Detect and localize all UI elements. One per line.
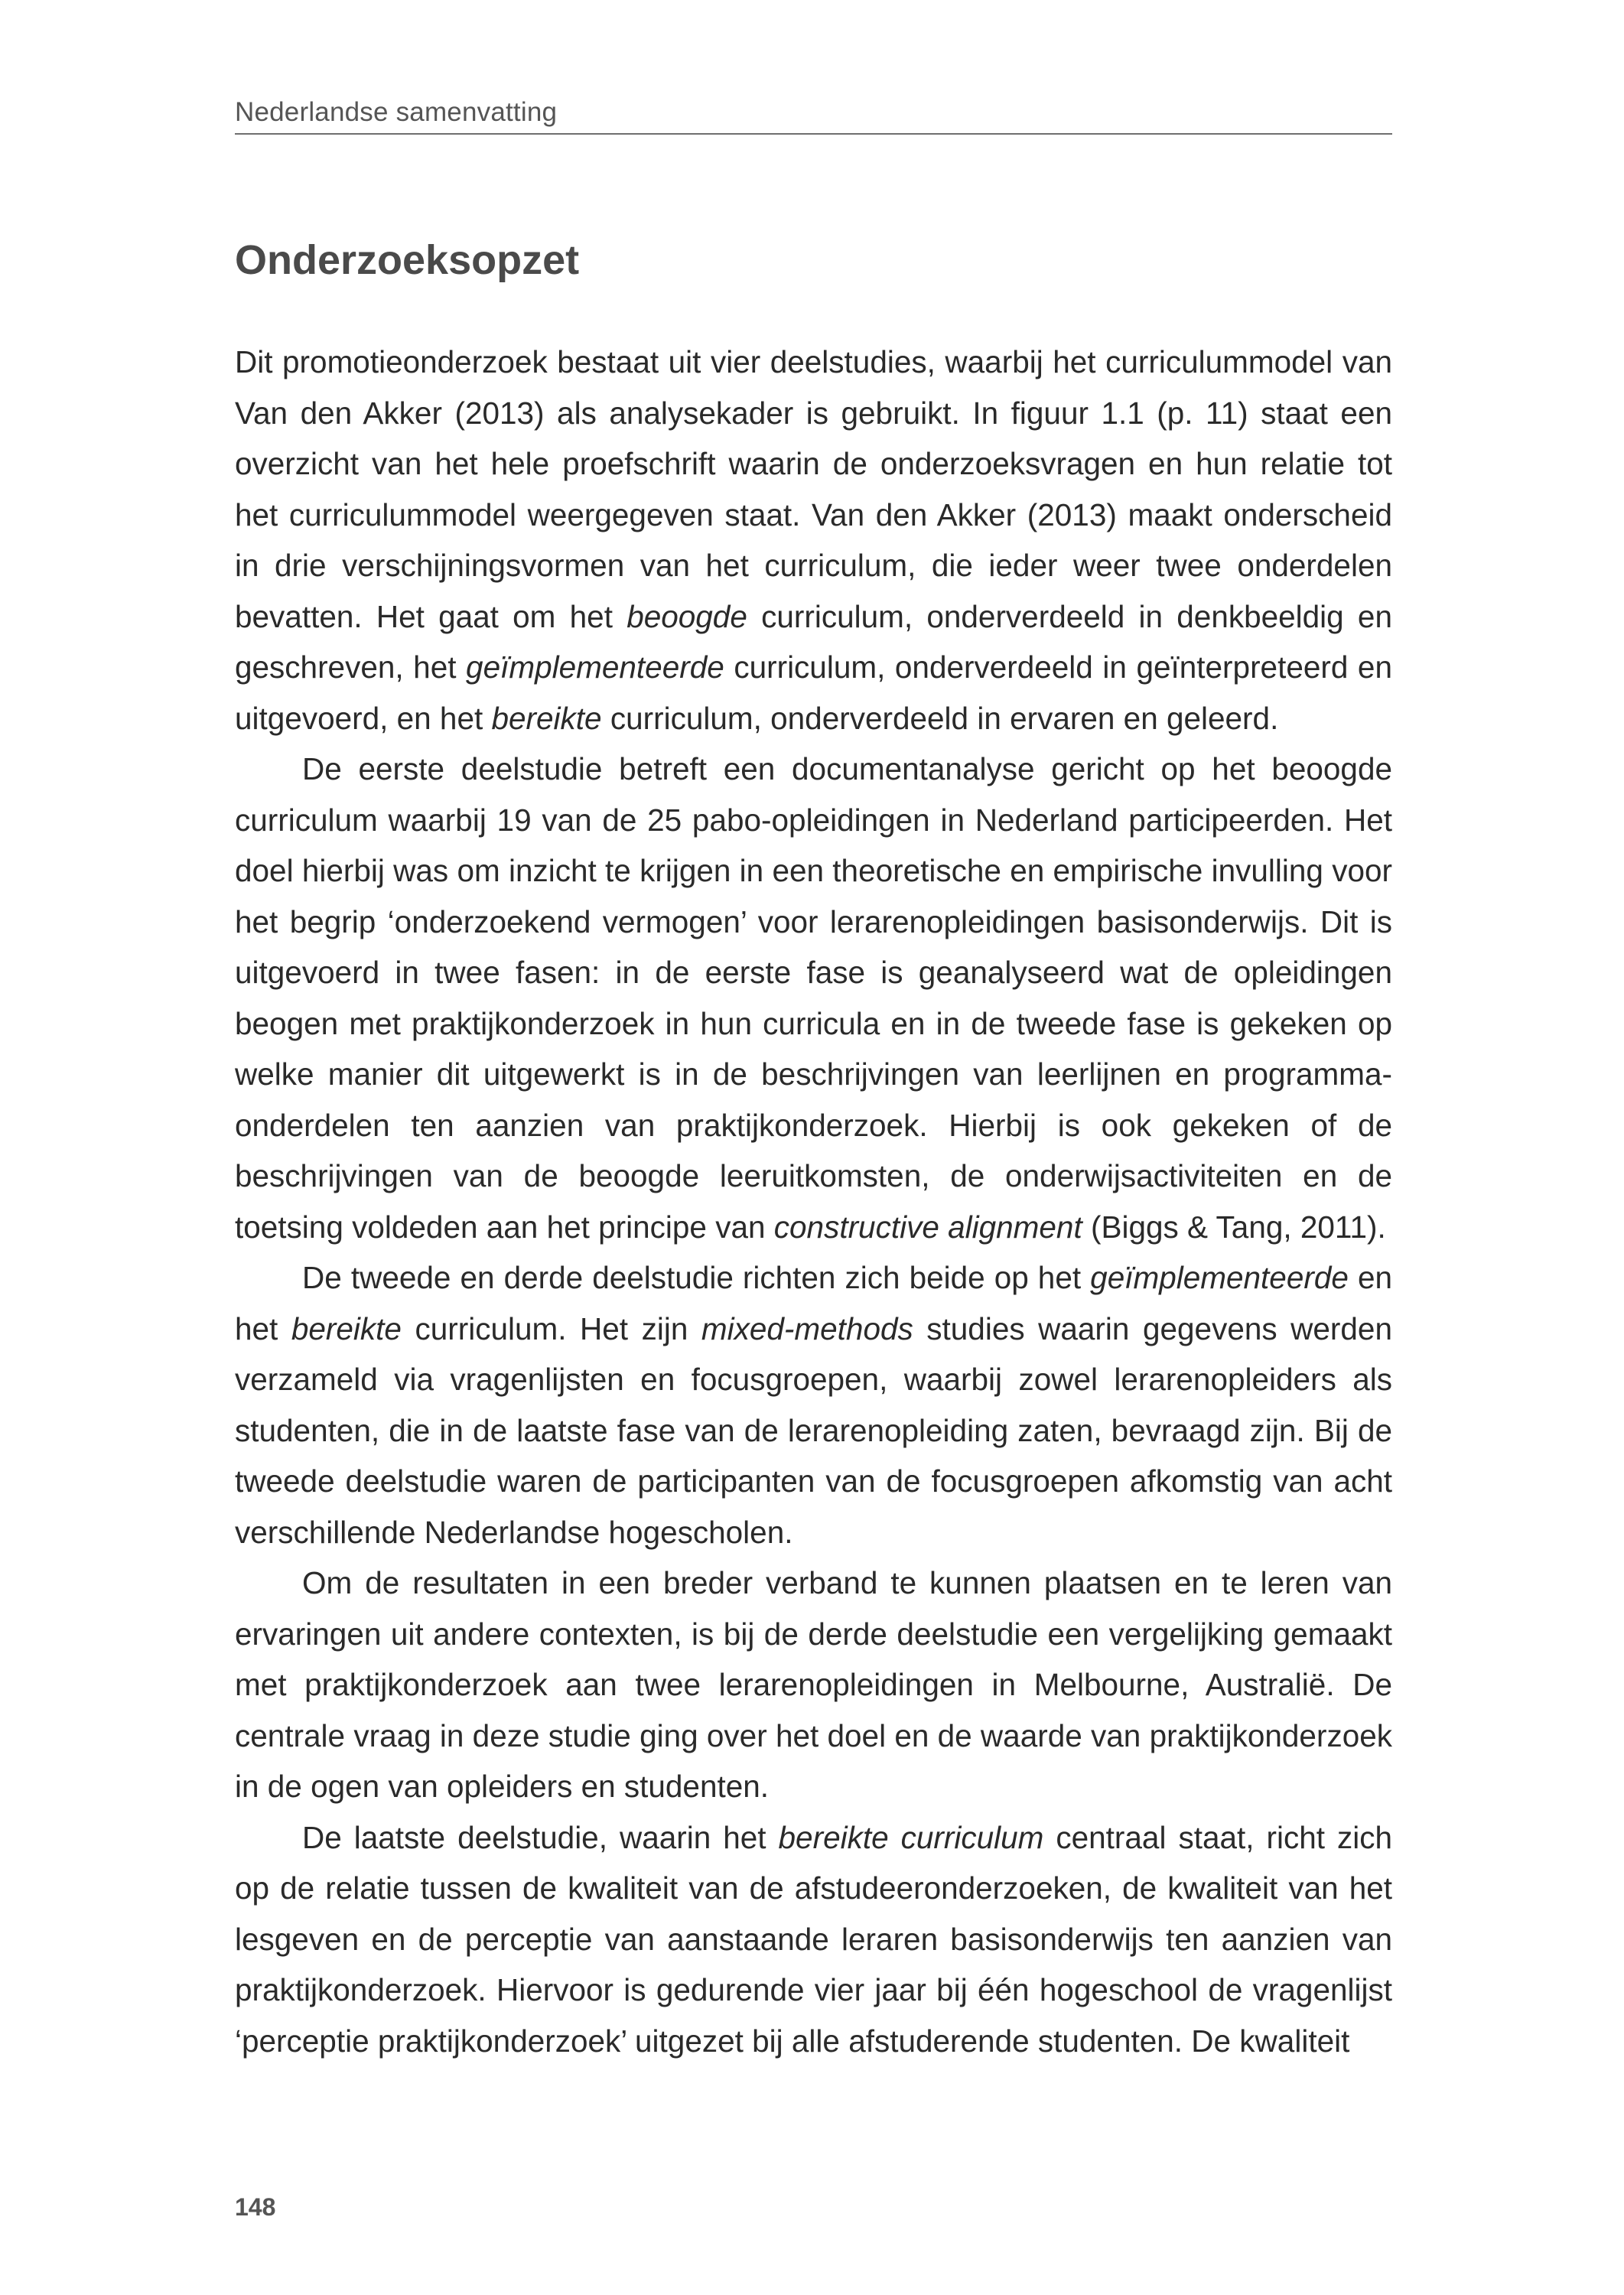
text-run: curriculum, onderverdeeld in geïnterpreteerd en uitgevoerd, en het — [235, 649, 1392, 736]
section-title: Onderzoeksopzet — [235, 237, 580, 283]
paragraph-5 — [235, 1812, 1392, 2067]
running-header — [235, 90, 1392, 135]
italic-run: constructive alignment — [773, 1209, 1082, 1245]
italic-run: geïmplementeerde — [1090, 1260, 1349, 1295]
text-run: De eerste deelstudie betreft een documentanalyse gericht op het beoogde curriculum waarbij 19 van de 25 pabo-opleidingen in Nederland participeerden. Het doel hierbij was om inzicht te krijgen in een theoretische en empirische invulling voor het begrip ‘onderzoekend vermogen’ voor lerarenopleidingen basisonderwijs. Dit is uitgevoerd in twee fasen: in de eerste fase is geanalyseerd wat de opleidingen beogen met praktijkonderzoek in hun curricula en in de tweede fase is gekeken op welke manier dit uitgewerkt is in de beschrijvingen van leerlijnen en programma-onderdelen ten aanzien van praktijkonderzoek. Hierbij is ook gekeken of de beschrijvingen van de beoogde leeruitkomsten, de onderwijsactiviteiten en de toetsing voldeden aan het principe van — [235, 751, 1392, 1245]
text-run: studies waarin gegevens werden verzameld via vragenlijsten en focusgroepen, waarbij zowel lerarenopleiders als studenten, die in de laatste fase van de lerarenopleiding zaten, bevraagd zijn. Bij de tweede deelstudie waren de participanten van de focusgroepen afkomstig van acht verschillende Nederlandse hogescholen. — [235, 1310, 1392, 1550]
italic-run: bereikte — [291, 1310, 402, 1346]
italic-run: bereikte — [491, 700, 602, 736]
paragraph-3 — [235, 1252, 1392, 1558]
text-run: (Biggs & Tang, 2011). — [1082, 1209, 1386, 1245]
text-run: De tweede en derde deelstudie richten zich beide op het — [302, 1260, 1091, 1295]
italic-run: geïmplementeerde — [466, 649, 724, 685]
text-run: curriculum. Het zijn — [401, 1310, 701, 1346]
italic-run: bereikte curriculum — [778, 1819, 1044, 1855]
text-run: curriculum, onderverdeeld in denkbeeldig en geschreven, het — [235, 598, 1392, 685]
paragraph-4 — [235, 1558, 1392, 1812]
text-run: en het — [235, 1260, 1392, 1346]
paragraph-1 — [235, 337, 1392, 744]
text-run: Dit promotieonderzoek bestaat uit vier deelstudies, waarbij het curriculummodel van Van den Akker (2013) als analysekader is gebruikt. In figuur 1.1 (p. 11) staat een overzicht van het hele proefschrift waarin de onderzoeksvragen en hun relatie tot het curriculummodel weergegeven staat. Van den Akker (2013) maakt onderscheid in drie verschijningsvormen van het curriculum, die ieder weer twee onderdelen bevatten. Het gaat om het — [235, 344, 1392, 634]
body-text — [235, 337, 1392, 2066]
text-run: Om de resultaten in een breder verband te kunnen plaatsen en te leren van ervaringen uit andere contexten, is bij de derde deelstudie een vergelijking gemaakt met praktijkonderzoek aan twee lerarenopleidingen in Melbourne, Australië. De centrale vraag in deze studie ging over het doel en de waarde van praktijkonderzoek in de ogen van opleiders en studenten. — [235, 1565, 1392, 1804]
text-run: curriculum, onderverdeeld in ervaren en geleerd. — [601, 700, 1279, 736]
paragraph-2 — [235, 744, 1392, 1252]
page-number: 148 — [235, 2193, 276, 2221]
text-run: De laatste deelstudie, waarin het — [302, 1819, 779, 1855]
italic-run: mixed-methods — [701, 1310, 913, 1346]
running-title: Nederlandse samenvatting — [235, 97, 558, 127]
text-run: centraal staat, richt zich op de relatie tussen de kwaliteit van de afstudeeronderzoeken, de kwaliteit van het lesgeven en de perceptie van aanstaande leraren basisonderwijs ten aanzien van praktijkonderzoek. Hiervoor is gedurende vier jaar bij één hogeschool de vragenlijst ‘perceptie praktijkonderzoek’ uitgezet bij alle afstuderende studenten. De kwaliteit — [235, 1819, 1393, 2059]
italic-run: beoogde — [626, 598, 747, 634]
